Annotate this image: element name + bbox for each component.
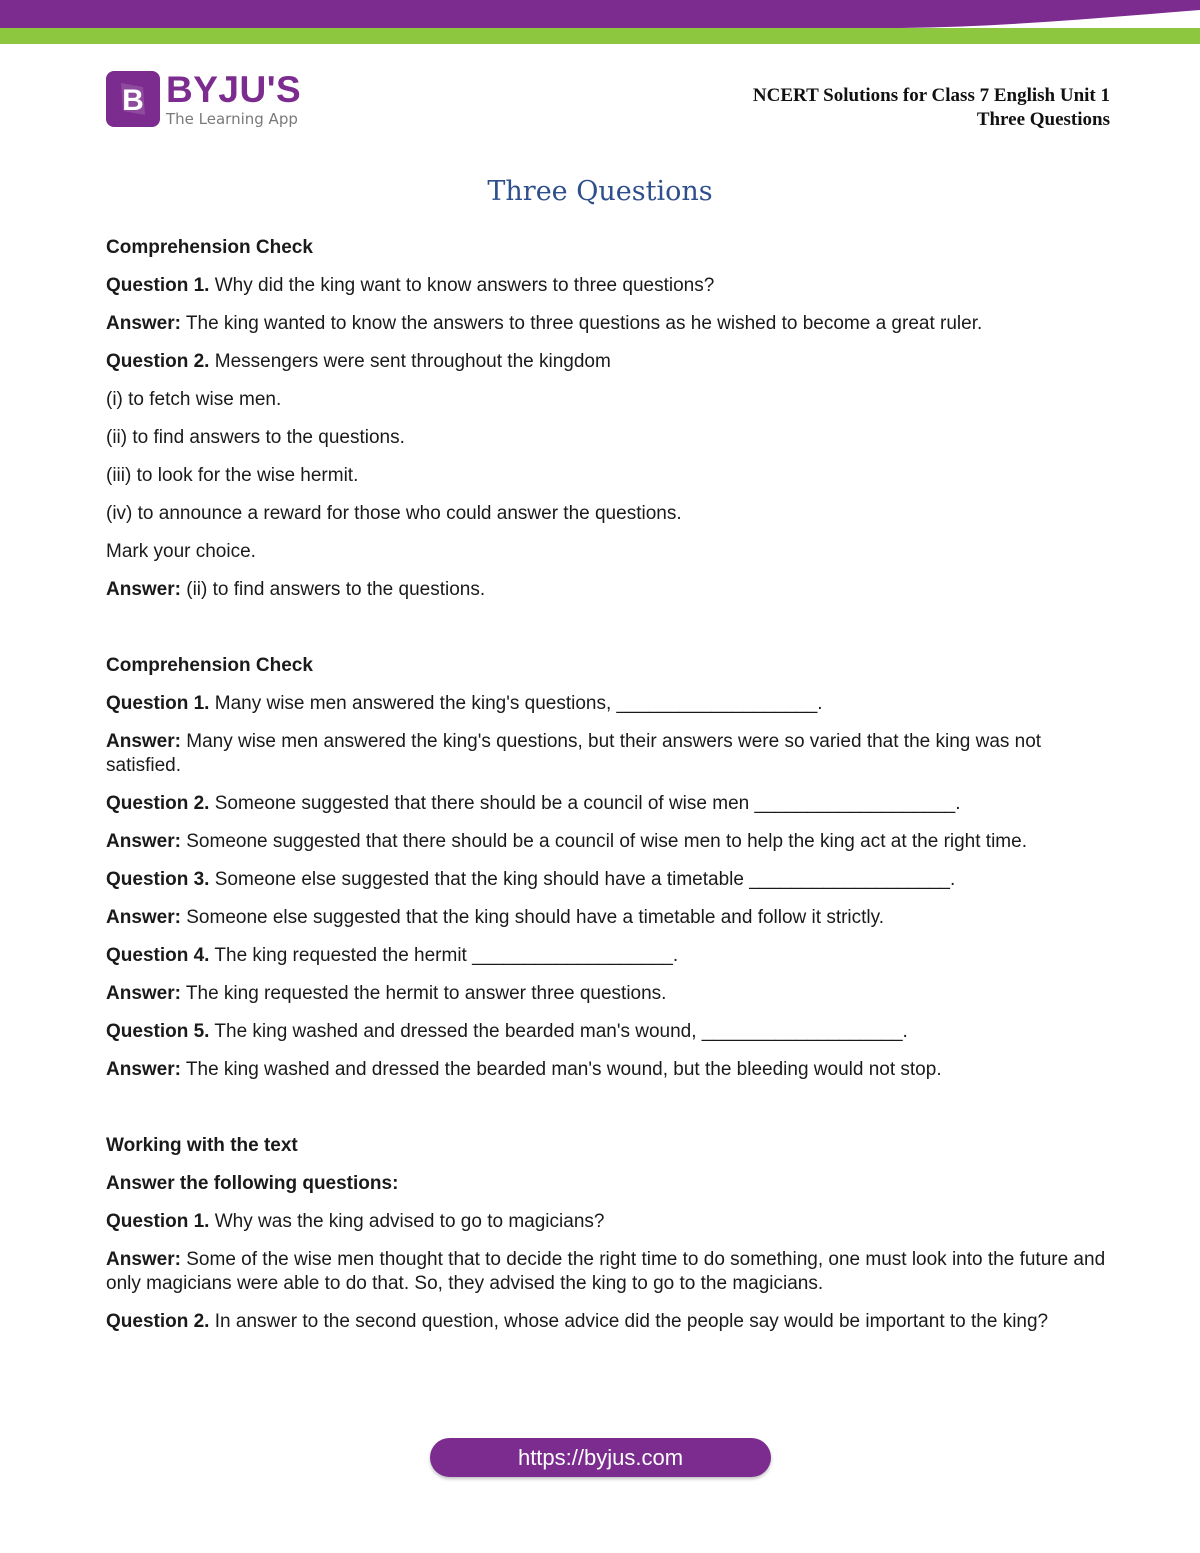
question-paragraph (106, 944, 1106, 968)
paragraph-text: Some of the wise men thought that to decide the right time to do something, one must look into the future and only magicians were able to do that. So, they advised the king to go to the magicians. (106, 1249, 1106, 1294)
option-paragraph (106, 502, 1106, 526)
question-paragraph (106, 692, 1106, 716)
paragraph-text: Many wise men answered the king's questions, but their answers were so varied that the king was not satisfied. (106, 731, 1042, 776)
question-label: Question 5. (106, 1021, 210, 1042)
question-label: Question 2. (106, 793, 210, 814)
question-paragraph (106, 1310, 1106, 1334)
paragraph-text: (ii) to find answers to the questions. (180, 579, 486, 600)
paragraph-text: Someone else suggested that the king should have a timetable and follow it strictly. (180, 907, 885, 928)
paragraph-text: The king requested the hermit ___________________. (209, 945, 679, 966)
question-label: Question 1. (106, 693, 210, 714)
footer-url-link[interactable] (430, 1438, 771, 1477)
logo-tagline: The Learning App (166, 110, 298, 128)
question-label: Question 1. (106, 275, 210, 296)
question-paragraph (106, 350, 1106, 374)
answer-label: Answer: (106, 907, 181, 928)
answer-label: Answer: (106, 579, 181, 600)
answer-paragraph (106, 1058, 1106, 1082)
paragraph-text: The king wanted to know the answers to three questions as he wished to become a great ruler. (180, 313, 983, 334)
option-paragraph (106, 426, 1106, 450)
answer-paragraph (106, 830, 1106, 854)
question-label: Question 2. (106, 351, 210, 372)
question-paragraph (106, 274, 1106, 298)
paragraph-text: Messengers were sent throughout the kingdom (209, 351, 611, 372)
paragraph-text: Someone else suggested that the king should have a timetable ___________________. (209, 869, 956, 890)
paragraph-text: In answer to the second question, whose advice did the people say would be important to the king? (209, 1311, 1049, 1332)
paragraph-text: Someone suggested that there should be a council of wise men to help the king act at the right time. (180, 831, 1027, 852)
header-line-2: Three Questions (976, 109, 1110, 130)
paragraph-text: (ii) to find answers to the questions. (106, 427, 405, 448)
section-heading: Working with the text (106, 1135, 298, 1156)
answer-label: Answer: (106, 983, 181, 1004)
question-paragraph (106, 1210, 1106, 1234)
option-paragraph (106, 540, 1106, 564)
question-paragraph (106, 868, 1106, 892)
paragraph-text: The king washed and dressed the bearded man's wound, but the bleeding would not stop. (180, 1059, 942, 1080)
paragraph-text: The king requested the hermit to answer three questions. (180, 983, 667, 1004)
question-label: Question 2. (106, 1311, 210, 1332)
answer-paragraph (106, 1248, 1106, 1296)
paragraph-text: (iv) to announce a reward for those who could answer the questions. (106, 503, 682, 524)
paragraph-text: Many wise men answered the king's questions, ___________________. (209, 693, 823, 714)
document-body (106, 236, 1106, 1348)
svg-text:B: B (122, 84, 144, 117)
section-spacer (106, 616, 1106, 654)
document-title: Three Questions (487, 176, 713, 207)
footer-url-text: https://byjus.com (517, 1444, 684, 1470)
answer-paragraph (106, 312, 1106, 336)
byjus-logo-mark (106, 71, 160, 127)
paragraph-text: Why did the king want to know answers to three questions? (209, 275, 715, 296)
paragraph-text: Mark your choice. (106, 541, 256, 562)
paragraph-text: (i) to fetch wise men. (106, 389, 282, 410)
question-label: Question 4. (106, 945, 210, 966)
answer-label: Answer: (106, 731, 181, 752)
answer-label: Answer: (106, 1249, 181, 1270)
paragraph-text: Why was the king advised to go to magicians? (209, 1211, 605, 1232)
question-label: Question 1. (106, 1211, 210, 1232)
option-paragraph (106, 464, 1106, 488)
answer-paragraph (106, 982, 1106, 1006)
paragraph-text: (iii) to look for the wise hermit. (106, 465, 359, 486)
option-paragraph (106, 388, 1106, 412)
paragraph-text: Someone suggested that there should be a council of wise men ___________________. (209, 793, 961, 814)
answer-paragraph (106, 906, 1106, 930)
logo-brand-name: BYJU'S (166, 69, 302, 110)
section-spacer (106, 1096, 1106, 1134)
paragraph-text: The king washed and dressed the bearded man's wound, ___________________. (209, 1021, 908, 1042)
answer-label: Answer: (106, 831, 181, 852)
header-line-1: NCERT Solutions for Class 7 English Unit 1 (752, 85, 1110, 106)
section-heading: Comprehension Check (106, 237, 313, 258)
section-subheading: Answer the following questions: (106, 1173, 399, 1194)
document-header (753, 84, 1110, 132)
top-banner (0, 0, 1200, 44)
answer-label: Answer: (106, 313, 181, 334)
question-paragraph (106, 792, 1106, 816)
section-heading: Comprehension Check (106, 655, 313, 676)
question-label: Question 3. (106, 869, 210, 890)
byjus-logo (106, 70, 301, 128)
answer-paragraph (106, 730, 1106, 778)
answer-label: Answer: (106, 1059, 181, 1080)
question-paragraph (106, 1020, 1106, 1044)
answer-paragraph (106, 578, 1106, 602)
